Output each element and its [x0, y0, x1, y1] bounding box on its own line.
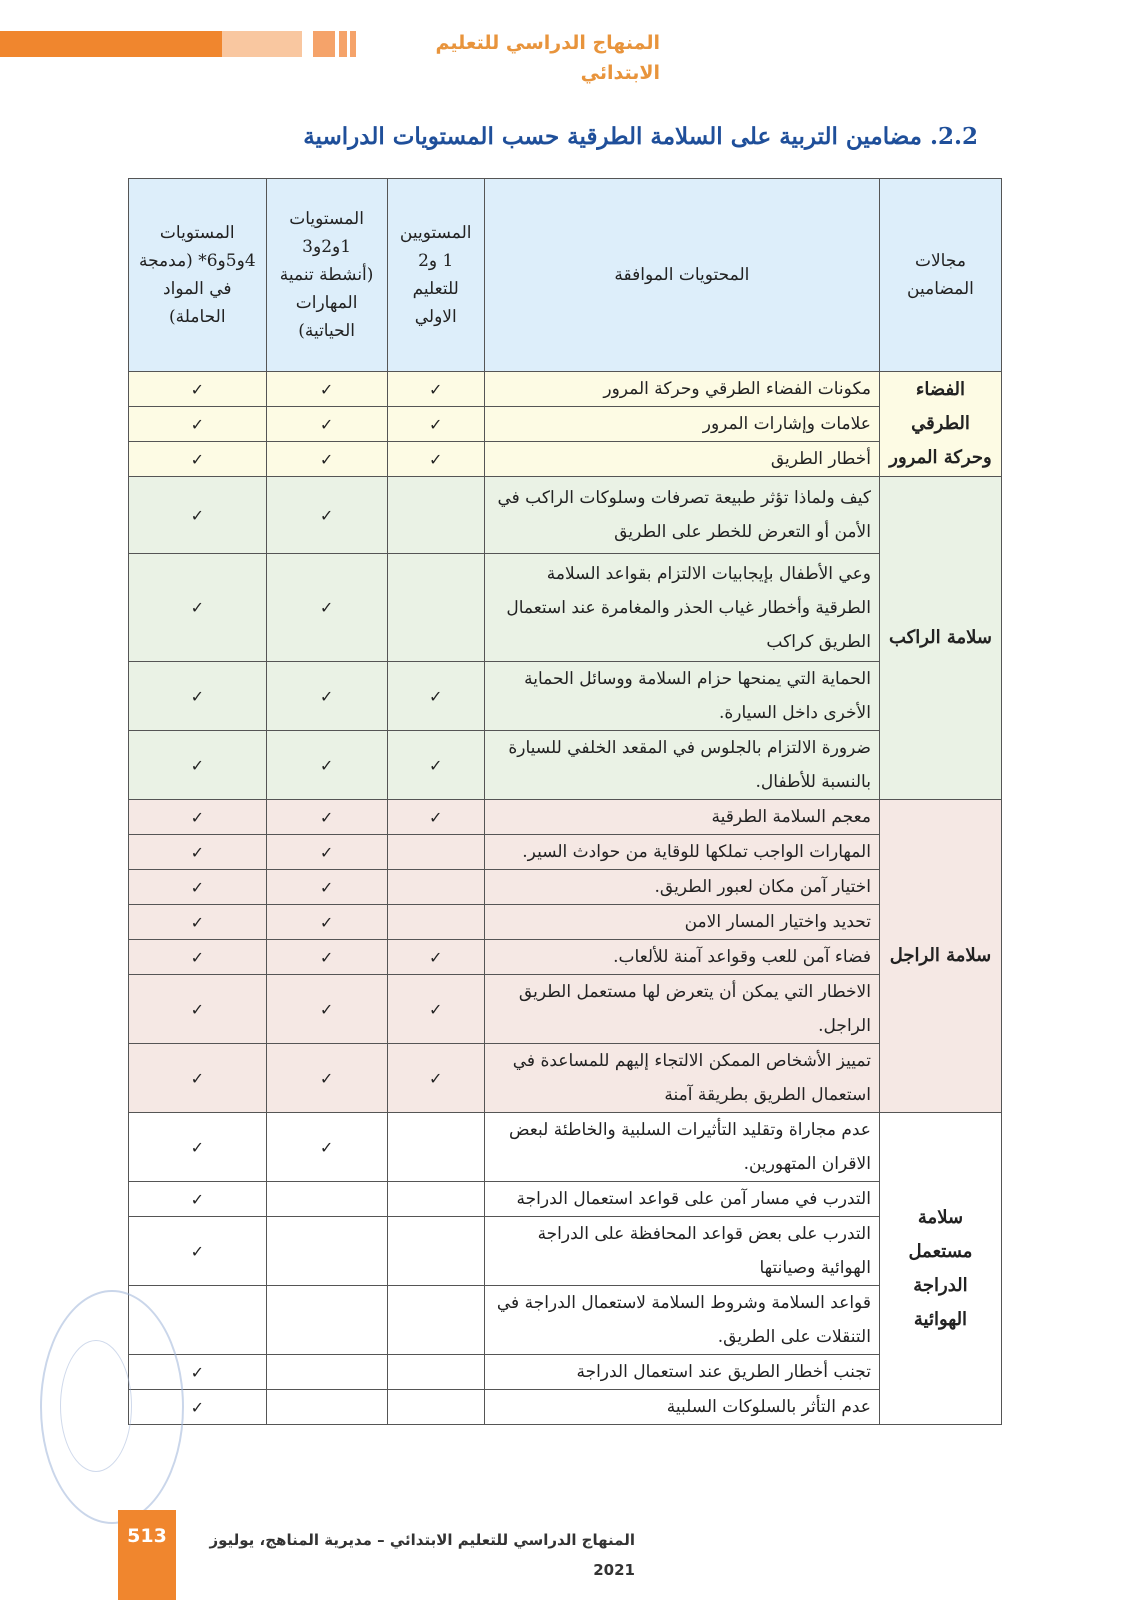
checkmark-icon: ✓ — [190, 414, 204, 434]
footer-text: المنهاج الدراسي للتعليم الابتدائي – مديرية المناهج، يوليوز 2021 — [209, 1531, 635, 1579]
check-cell — [266, 835, 387, 870]
domain-cell: سلامة الراجل — [879, 800, 1001, 1113]
domain-cell: الفضاء الطرقي وحركة المرور — [879, 372, 1001, 477]
table-row — [129, 1390, 1002, 1425]
check-cell — [387, 1044, 484, 1113]
checkmark-icon: ✓ — [190, 1068, 204, 1088]
check-cell — [387, 1390, 484, 1425]
checkmark-icon: ✓ — [319, 755, 334, 775]
content-cell: علامات وإشارات المرور — [484, 407, 879, 442]
check-cell — [129, 835, 267, 870]
table-row — [129, 835, 1002, 870]
check-cell — [387, 940, 484, 975]
check-cell — [266, 1390, 387, 1425]
check-cell — [266, 477, 387, 554]
page-number: 513 — [118, 1510, 176, 1600]
check-cell — [129, 554, 267, 662]
domain-cell: سلامة مستعمل الدراجة الهوائية — [879, 1113, 1001, 1425]
col-header-contents: المحتويات الموافقة — [484, 179, 879, 372]
check-cell — [387, 1217, 484, 1286]
col-header-levels-4-5-6: المستويات 4و5و6* (مدمجة في المواد الحاملة) — [129, 179, 267, 372]
check-cell — [387, 477, 484, 554]
content-cell: التدرب على بعض قواعد المحافظة على الدراجة الهوائية وصيانتها — [484, 1217, 879, 1286]
checkmark-icon: ✓ — [319, 414, 334, 434]
checkmark-icon: ✓ — [190, 379, 204, 399]
content-cell: ضرورة الالتزام بالجلوس في المقعد الخلفي للسيارة بالنسبة للأطفال. — [484, 731, 879, 800]
table-row — [129, 975, 1002, 1044]
content-cell: تحديد واختيار المسار الامن — [484, 905, 879, 940]
checkmark-icon: ✓ — [429, 947, 443, 967]
check-cell — [266, 975, 387, 1044]
content-cell: التدرب في مسار آمن على قواعد استعمال الدراجة — [484, 1182, 879, 1217]
content-cell: مكونات الفضاء الطرقي وحركة المرور — [484, 372, 879, 407]
checkmark-icon: ✓ — [319, 1068, 334, 1088]
road-safety-table — [128, 178, 1002, 1425]
checkmark-icon: ✓ — [319, 912, 334, 932]
check-cell — [266, 1113, 387, 1182]
table-row — [129, 1355, 1002, 1390]
check-cell — [387, 731, 484, 800]
content-cell: الحماية التي يمنحها حزام السلامة ووسائل الحماية الأخرى داخل السيارة. — [484, 662, 879, 731]
check-cell — [129, 407, 267, 442]
table-row — [129, 1113, 1002, 1182]
checkmark-icon: ✓ — [429, 414, 443, 434]
header-block — [313, 31, 335, 57]
check-cell — [266, 1355, 387, 1390]
check-cell — [266, 662, 387, 731]
col-header-levels-1-2-3: المستويات 1و2و3 (أنشطة تنمية المهارات الحياتية) — [266, 179, 387, 372]
table-row — [129, 731, 1002, 800]
checkmark-icon: ✓ — [190, 755, 204, 775]
table-row — [129, 905, 1002, 940]
checkmark-icon: ✓ — [190, 1362, 204, 1382]
col-header-levels-1-2: المستويين 1 و2 للتعليم الاولي — [387, 179, 484, 372]
check-cell — [129, 477, 267, 554]
checkmark-icon: ✓ — [319, 686, 334, 706]
check-cell — [129, 800, 267, 835]
table-row — [129, 1182, 1002, 1217]
check-cell — [129, 905, 267, 940]
check-cell — [266, 372, 387, 407]
table-row — [129, 442, 1002, 477]
checkmark-icon: ✓ — [429, 686, 443, 706]
check-cell — [266, 870, 387, 905]
checkmark-icon: ✓ — [319, 842, 334, 862]
content-cell: اختيار آمن مكان لعبور الطريق. — [484, 870, 879, 905]
check-cell — [266, 1217, 387, 1286]
checkmark-icon: ✓ — [319, 598, 334, 617]
check-cell — [266, 407, 387, 442]
checkmark-icon: ✓ — [190, 1137, 204, 1157]
checkmark-icon: ✓ — [429, 999, 443, 1019]
check-cell — [387, 407, 484, 442]
checkmark-icon: ✓ — [190, 947, 204, 967]
check-cell — [387, 372, 484, 407]
check-cell — [387, 905, 484, 940]
checkmark-icon: ✓ — [190, 598, 204, 617]
domain-cell: سلامة الراكب — [879, 477, 1001, 800]
check-cell — [129, 1182, 267, 1217]
check-cell — [387, 1286, 484, 1355]
col-header-domains: مجالات المضامين — [879, 179, 1001, 372]
table-row — [129, 940, 1002, 975]
check-cell — [387, 1355, 484, 1390]
table-row — [129, 662, 1002, 731]
section-title: 2.2. مضامين التربية على السلامة الطرقية حسب المستويات الدراسية — [303, 123, 978, 150]
checkmark-icon: ✓ — [190, 505, 204, 525]
check-cell — [266, 1044, 387, 1113]
content-cell: الاخطار التي يمكن أن يتعرض لها مستعمل الطريق الراجل. — [484, 975, 879, 1044]
table-row — [129, 870, 1002, 905]
table-row — [129, 1286, 1002, 1355]
table-row — [129, 477, 1002, 554]
checkmark-icon: ✓ — [319, 379, 334, 399]
checkmark-icon: ✓ — [190, 1189, 204, 1209]
check-cell — [129, 870, 267, 905]
header-block — [339, 31, 347, 57]
check-cell — [266, 800, 387, 835]
checkmark-icon: ✓ — [319, 877, 334, 897]
check-cell — [266, 554, 387, 662]
content-cell: عدم مجاراة وتقليد التأثيرات السلبية والخاطئة لبعض الاقران المتهورين. — [484, 1113, 879, 1182]
checkmark-icon: ✓ — [319, 999, 334, 1019]
check-cell — [387, 835, 484, 870]
header-bar-orange — [0, 31, 222, 57]
official-stamp-inner — [60, 1340, 132, 1472]
check-cell — [266, 940, 387, 975]
check-cell — [387, 975, 484, 1044]
check-cell — [266, 1286, 387, 1355]
check-cell — [129, 442, 267, 477]
checkmark-icon: ✓ — [319, 505, 334, 525]
check-cell — [387, 442, 484, 477]
check-cell — [129, 940, 267, 975]
table-row — [129, 554, 1002, 662]
content-cell: معجم السلامة الطرقية — [484, 800, 879, 835]
table-row — [129, 372, 1002, 407]
header-bar-light — [222, 31, 302, 57]
checkmark-icon: ✓ — [190, 686, 204, 706]
check-cell — [129, 1044, 267, 1113]
check-cell — [387, 554, 484, 662]
check-cell — [387, 800, 484, 835]
check-cell — [387, 662, 484, 731]
table-row — [129, 800, 1002, 835]
checkmark-icon: ✓ — [190, 449, 204, 469]
table-header-row — [129, 179, 1002, 372]
content-cell: قواعد السلامة وشروط السلامة لاستعمال الدراجة في التنقلات على الطريق. — [484, 1286, 879, 1355]
checkmark-icon: ✓ — [429, 379, 443, 399]
table-row — [129, 1044, 1002, 1113]
content-cell: المهارات الواجب تملكها للوقاية من حوادث السير. — [484, 835, 879, 870]
check-cell — [266, 1182, 387, 1217]
table-row — [129, 407, 1002, 442]
content-cell: فضاء آمن للعب وقواعد آمنة للألعاب. — [484, 940, 879, 975]
checkmark-icon: ✓ — [190, 999, 204, 1019]
check-cell — [129, 372, 267, 407]
content-cell: كيف ولماذا تؤثر طبيعة تصرفات وسلوكات الراكب في الأمن أو التعرض للخطر على الطريق — [484, 477, 879, 554]
checkmark-icon: ✓ — [190, 842, 204, 862]
content-cell: تجنب أخطار الطريق عند استعمال الدراجة — [484, 1355, 879, 1390]
check-cell — [266, 731, 387, 800]
check-cell — [387, 870, 484, 905]
content-cell: تمييز الأشخاص الممكن الالتجاء إليهم للمساعدة في استعمال الطريق بطريقة آمنة — [484, 1044, 879, 1113]
check-cell — [266, 442, 387, 477]
checkmark-icon: ✓ — [190, 1397, 204, 1417]
check-cell — [129, 1217, 267, 1286]
checkmark-icon: ✓ — [429, 449, 443, 469]
table-row — [129, 1217, 1002, 1286]
header-title: المنهاج الدراسي للتعليم الابتدائي — [435, 32, 660, 84]
checkmark-icon: ✓ — [319, 449, 334, 469]
content-cell: عدم التأثر بالسلوكات السلبية — [484, 1390, 879, 1425]
checkmark-icon: ✓ — [190, 807, 204, 827]
check-cell — [129, 731, 267, 800]
checkmark-icon: ✓ — [429, 755, 443, 775]
content-cell: أخطار الطريق — [484, 442, 879, 477]
header-block — [350, 31, 356, 57]
checkmark-icon: ✓ — [429, 807, 443, 827]
check-cell — [129, 975, 267, 1044]
checkmark-icon: ✓ — [429, 1068, 443, 1088]
checkmark-icon: ✓ — [319, 807, 334, 827]
checkmark-icon: ✓ — [319, 947, 334, 967]
checkmark-icon: ✓ — [190, 877, 204, 897]
content-cell: وعي الأطفال بإيجابيات الالتزام بقواعد السلامة الطرقية وأخطار غياب الحذر والمغامرة عند استعمال الطريق كراكب — [484, 554, 879, 662]
check-cell — [387, 1182, 484, 1217]
check-cell — [266, 905, 387, 940]
checkmark-icon: ✓ — [319, 1137, 334, 1157]
check-cell — [129, 662, 267, 731]
checkmark-icon: ✓ — [190, 1241, 204, 1261]
check-cell — [129, 1113, 267, 1182]
check-cell — [387, 1113, 484, 1182]
checkmark-icon: ✓ — [190, 912, 204, 932]
